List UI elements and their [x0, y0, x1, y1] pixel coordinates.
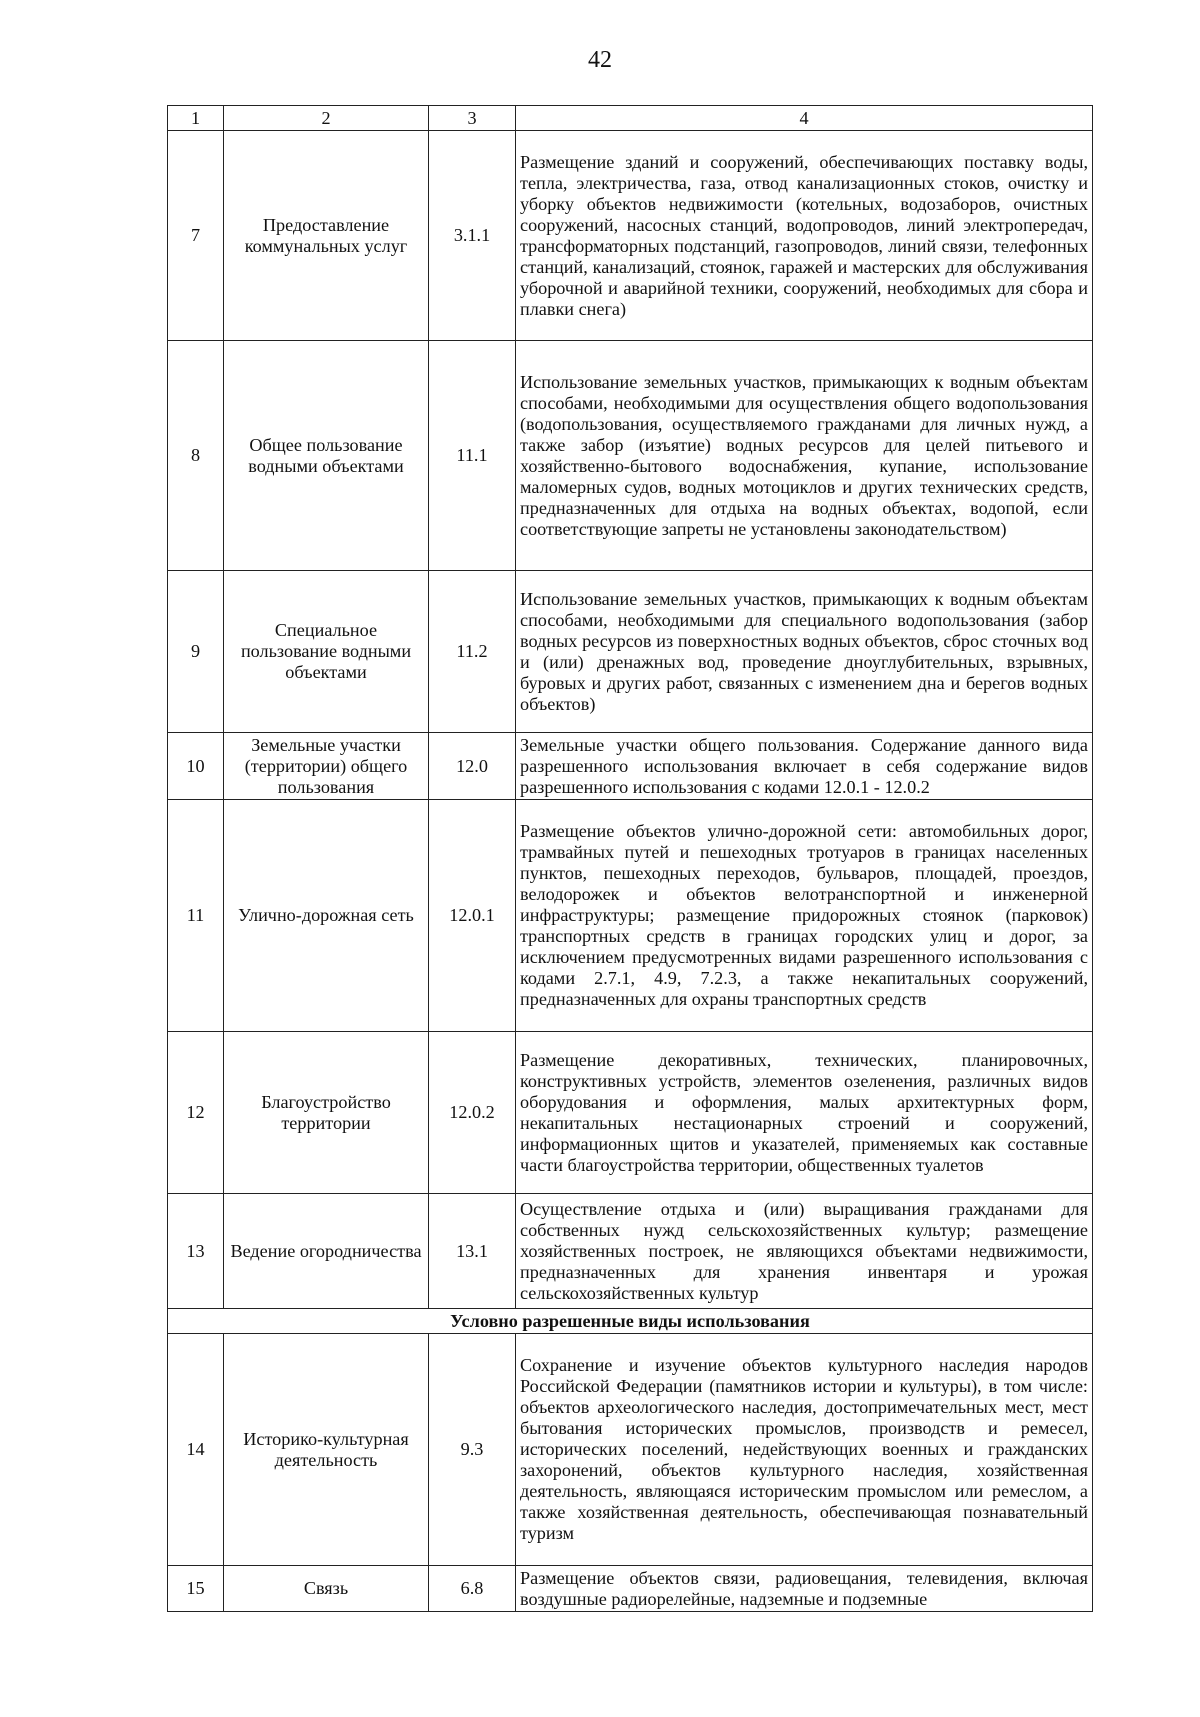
use-type-description: Использование земельных участков, примыкающих к водным объектам способами, необходимыми для специального водопользования (забор водных ресурсов из поверхностных водных объектов, сброс сточных вод и (или) дренажных вод, проведение дноуглубительных, взрывных, буровых и других работ, связанных с изменением дна и берегов водных объектов) — [516, 571, 1093, 733]
row-number: 9 — [168, 571, 224, 733]
header-cell: 2 — [224, 106, 429, 131]
table-row — [168, 800, 1093, 1032]
table-row — [168, 571, 1093, 733]
use-type-description: Размещение объектов связи, радиовещания, телевидения, включая воздушные радиорелейные, надземные и подземные — [516, 1566, 1093, 1612]
use-type-code: 12.0.2 — [429, 1032, 516, 1194]
use-type-code: 3.1.1 — [429, 131, 516, 341]
use-type-name: Благоустройство территории — [224, 1032, 429, 1194]
use-type-name: Специальное пользование водными объектами — [224, 571, 429, 733]
row-number: 11 — [168, 800, 224, 1032]
row-number: 10 — [168, 733, 224, 800]
use-type-description: Земельные участки общего пользования. Содержание данного вида разрешенного использования включает в себя содержание видов разрешенного использования с кодами 12.0.1 - 12.0.2 — [516, 733, 1093, 800]
use-type-code: 12.0.1 — [429, 800, 516, 1032]
use-type-name: Общее пользование водными объектами — [224, 341, 429, 571]
row-number: 12 — [168, 1032, 224, 1194]
section-title: Условно разрешенные виды использования — [168, 1309, 1093, 1334]
use-type-description: Сохранение и изучение объектов культурного наследия народов Российской Федерации (памятников истории и культуры), в том числе: объектов археологического наследия, достопримечательных мест, мест бытования исторических промыслов, производств и ремесел, исторических поселений, недействующих военных и гражданских захоронений, объектов культурного наследия, хозяйственная деятельность, являющаяся историческим промыслом или ремеслом, а также хозяйственная деятельность, обеспечивающая познавательный туризм — [516, 1334, 1093, 1566]
table-header-row — [168, 106, 1093, 131]
land-use-table — [167, 105, 1093, 1612]
row-number: 8 — [168, 341, 224, 571]
use-type-description: Размещение декоративных, технических, планировочных, конструктивных устройств, элементов озеленения, различных видов оборудования и оформления, малых архитектурных форм, некапитальных нестационарных строений и сооружений, информационных щитов и указателей, применяемых как составные части благоустройства территории, общественных туалетов — [516, 1032, 1093, 1194]
use-type-code: 13.1 — [429, 1194, 516, 1309]
section-header-row — [168, 1309, 1093, 1334]
header-cell: 1 — [168, 106, 224, 131]
table-row — [168, 131, 1093, 341]
use-type-code: 12.0 — [429, 733, 516, 800]
table-row — [168, 733, 1093, 800]
use-type-name: Историко-культурная деятельность — [224, 1334, 429, 1566]
row-number: 14 — [168, 1334, 224, 1566]
use-type-description: Осуществление отдыха и (или) выращивания гражданами для собственных нужд сельскохозяйственных культур; размещение хозяйственных построек, не являющихся объектами недвижимости, предназначенных для хранения инвентаря и урожая сельскохозяйственных культур — [516, 1194, 1093, 1309]
page-number: 42 — [588, 47, 612, 73]
table-row — [168, 1566, 1093, 1612]
use-type-code: 6.8 — [429, 1566, 516, 1612]
use-type-name: Земельные участки (территории) общего пользования — [224, 733, 429, 800]
row-number: 15 — [168, 1566, 224, 1612]
row-number: 7 — [168, 131, 224, 341]
use-type-code: 9.3 — [429, 1334, 516, 1566]
use-type-description: Размещение объектов улично-дорожной сети: автомобильных дорог, трамвайных путей и пешеходных тротуаров в границах населенных пунктов, пешеходных переходов, бульваров, площадей, проездов, велодорожек и объектов велотранспортной и инженерной инфраструктуры; размещение придорожных стоянок (парковок) транспортных средств в границах городских улиц и дорог, за исключением предусмотренных видами разрешенного использования с кодами 2.7.1, 4.9, 7.2.3, а также некапитальных сооружений, предназначенных для охраны транспортных средств — [516, 800, 1093, 1032]
use-type-description: Использование земельных участков, примыкающих к водным объектам способами, необходимыми для осуществления общего водопользования (водопользования, осуществляемого гражданами для личных нужд, а также забор (изъятие) водных ресурсов для целей питьевого и хозяйственно-бытового водоснабжения, купание, использование маломерных судов, водных мотоциклов и других технических средств, предназначенных для отдыха на водных объектах, водопой, если соответствующие запреты не установлены законодательством) — [516, 341, 1093, 571]
use-type-name: Предоставление коммунальных услуг — [224, 131, 429, 341]
use-type-name: Улично-дорожная сеть — [224, 800, 429, 1032]
header-cell: 4 — [516, 106, 1093, 131]
table-row — [168, 341, 1093, 571]
use-type-code: 11.2 — [429, 571, 516, 733]
table-row — [168, 1032, 1093, 1194]
use-type-name: Связь — [224, 1566, 429, 1612]
table-row — [168, 1334, 1093, 1566]
use-type-name: Ведение огородничества — [224, 1194, 429, 1309]
use-type-code: 11.1 — [429, 341, 516, 571]
use-type-description: Размещение зданий и сооружений, обеспечивающих поставку воды, тепла, электричества, газа, отвод канализационных стоков, очистку и уборку объектов недвижимости (котельных, водозаборов, очистных сооружений, насосных станций, водопроводов, линий электропередач, трансформаторных подстанций, газопроводов, линий связи, телефонных станций, канализаций, стоянок, гаражей и мастерских для обслуживания уборочной и аварийной техники, сооружений, необходимых для сбора и плавки снега) — [516, 131, 1093, 341]
row-number: 13 — [168, 1194, 224, 1309]
table-row — [168, 1194, 1093, 1309]
header-cell: 3 — [429, 106, 516, 131]
